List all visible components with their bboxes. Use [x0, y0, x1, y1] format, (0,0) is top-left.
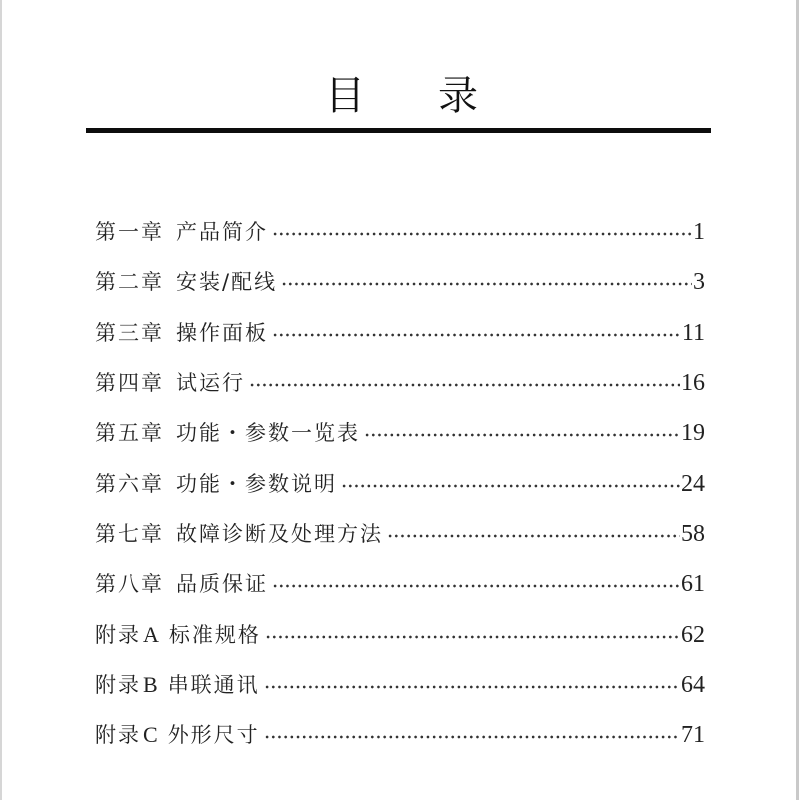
- toc-entry-chapter-1[interactable]: [95, 207, 705, 257]
- dot-leader: [272, 232, 692, 236]
- toc-entry-label: 附录B: [95, 671, 158, 697]
- toc-entry-page: 71: [681, 722, 705, 749]
- dot-leader: [364, 433, 680, 437]
- toc-entry-title: 功能・参数说明: [176, 471, 337, 496]
- dot-leader: [264, 735, 680, 739]
- toc-entry-page: 16: [681, 370, 705, 397]
- toc-entry-title: 故障诊断及处理方法: [176, 521, 383, 546]
- toc-entry-label: 第八章: [95, 572, 164, 597]
- toc-entry-appendix-c[interactable]: [95, 710, 705, 760]
- toc-entry-appendix-a[interactable]: [95, 609, 705, 659]
- toc-entry-label: 第五章: [95, 421, 164, 446]
- toc-entry-chapter-5[interactable]: [95, 408, 705, 458]
- dot-leader: [272, 584, 680, 588]
- dot-leader: [249, 383, 680, 387]
- toc-entry-title: 操作面板: [176, 320, 268, 345]
- page-title: [0, 72, 800, 120]
- dot-leader: [264, 685, 680, 689]
- page-edge-left: [0, 0, 2, 800]
- toc-entry-chapter-7[interactable]: [95, 509, 705, 559]
- toc-entry-label: 第六章: [95, 471, 164, 496]
- toc-entry-page: 11: [681, 319, 705, 346]
- toc-entry-page: 64: [681, 671, 705, 698]
- toc-entry-title: 串联通讯: [167, 672, 260, 697]
- toc-entry-label: 附录C: [95, 722, 158, 748]
- toc-entry-label: 第七章: [95, 521, 164, 546]
- dot-leader: [265, 635, 680, 639]
- toc-entry-label: 第二章: [95, 270, 164, 295]
- dot-leader: [341, 484, 680, 488]
- toc-entry-page: 62: [681, 621, 705, 648]
- dot-leader: [281, 282, 692, 286]
- toc-entry-page: 3: [693, 269, 705, 296]
- toc-entry-chapter-4[interactable]: [95, 358, 705, 408]
- toc-entry-appendix-b[interactable]: [95, 660, 705, 710]
- page-edge-right: [796, 0, 799, 800]
- title-char-2: 录: [438, 73, 478, 119]
- toc-entry-chapter-2[interactable]: [95, 257, 705, 307]
- table-of-contents: [95, 207, 705, 760]
- toc-entry-title: 标准规格: [168, 622, 261, 647]
- toc-entry-label: 第三章: [95, 320, 164, 345]
- title-char-1: 目: [325, 73, 365, 119]
- toc-entry-title: 外形尺寸: [167, 723, 260, 748]
- toc-entry-chapter-6[interactable]: [95, 458, 705, 508]
- toc-entry-title: 产品简介: [176, 220, 268, 245]
- dot-leader: [387, 534, 680, 538]
- toc-entry-page: 1: [693, 219, 705, 246]
- toc-entry-title: 功能・参数一览表: [176, 421, 360, 446]
- toc-entry-title: 品质保证: [176, 572, 268, 597]
- toc-entry-label: 第一章: [95, 220, 164, 245]
- toc-entry-title: 安装/配线: [176, 270, 278, 295]
- toc-entry-page: 58: [681, 520, 705, 547]
- title-rule-divider: [86, 128, 711, 133]
- toc-entry-title: 试运行: [176, 371, 245, 396]
- toc-entry-chapter-8[interactable]: [95, 559, 705, 609]
- toc-entry-chapter-3[interactable]: [95, 308, 705, 358]
- toc-entry-page: 19: [681, 420, 705, 447]
- toc-entry-label: 第四章: [95, 371, 164, 396]
- toc-entry-label: 附录A: [95, 621, 159, 647]
- toc-entry-page: 61: [681, 571, 705, 598]
- toc-entry-page: 24: [681, 470, 705, 497]
- dot-leader: [272, 333, 681, 337]
